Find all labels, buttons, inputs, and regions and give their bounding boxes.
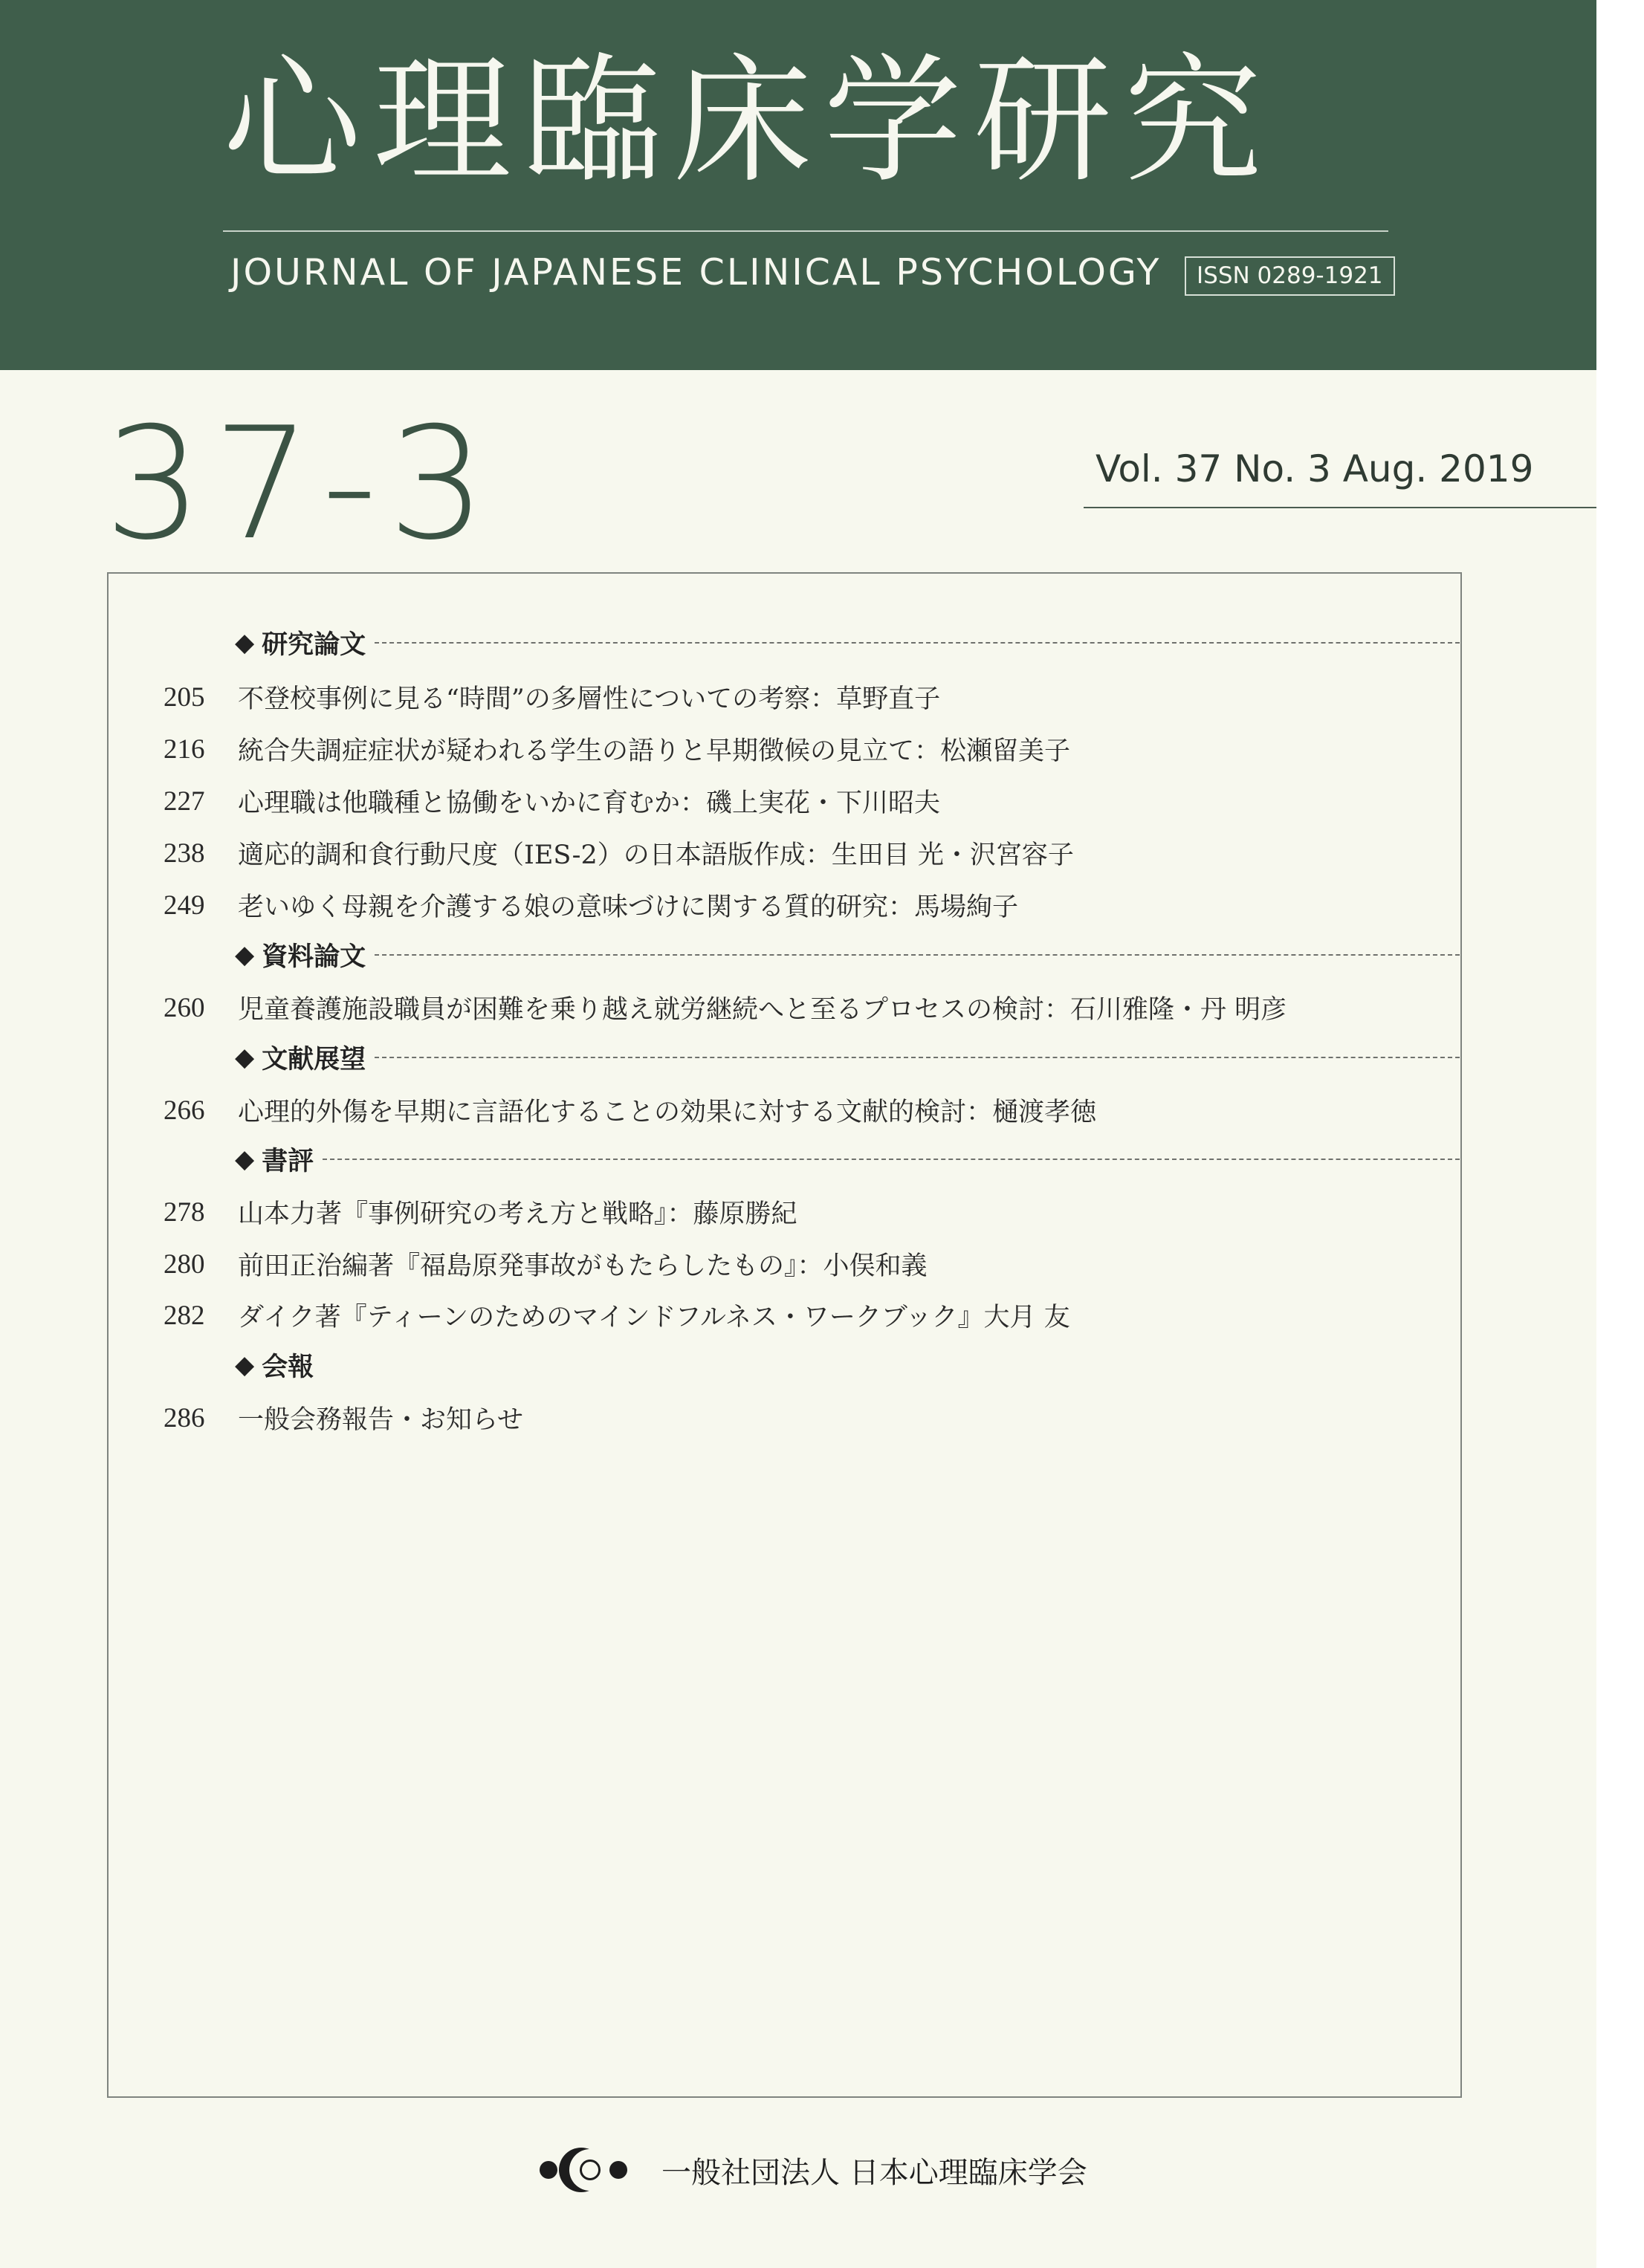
diamond-icon: ◆ — [235, 1350, 255, 1380]
dashed-rule — [323, 1159, 1460, 1160]
toc-section-book-review — [235, 1141, 1460, 1178]
dashed-rule — [375, 642, 1460, 644]
diamond-icon: ◆ — [235, 1144, 255, 1174]
toc-page-number: 278 — [164, 1196, 205, 1228]
toc-entry — [164, 988, 1457, 1028]
toc-entry — [164, 1398, 1457, 1438]
toc-page-number: 227 — [164, 785, 205, 817]
toc-page-number: 280 — [164, 1248, 205, 1280]
toc-section-bulletin — [235, 1347, 1460, 1384]
scan-edge — [1596, 0, 1644, 2268]
toc-section-label: 資料論文 — [262, 942, 366, 972]
journal-title-ja: 心理臨床学研究 — [223, 40, 1275, 201]
toc-entry — [164, 833, 1457, 873]
toc-entry-title: 老いゆく母親を介護する娘の意味づけに関する質的研究：馬場絢子 — [238, 892, 1019, 922]
toc-entry-title: 山本力著『事例研究の考え方と戦略』：藤原勝紀 — [238, 1199, 797, 1229]
diamond-icon: ◆ — [235, 940, 255, 970]
toc-section-data — [235, 936, 1460, 973]
toc-entry — [164, 1244, 1457, 1284]
issue-number: 37-3 — [104, 395, 497, 574]
toc-page-number: 282 — [164, 1300, 205, 1331]
toc-page-number: 216 — [164, 733, 205, 765]
toc-page-number: 266 — [164, 1095, 205, 1126]
diamond-icon: ◆ — [235, 628, 255, 658]
toc-section-research — [235, 624, 1460, 661]
toc-entry — [164, 781, 1457, 821]
toc-section-label: 書評 — [262, 1147, 314, 1176]
toc-entry-title: 心理職は他職種と協働をいかに育むか：磯上実花・下川昭夫 — [238, 788, 941, 818]
title-divider — [223, 230, 1388, 232]
toc-entry — [164, 885, 1457, 925]
toc-page-number: 205 — [164, 681, 205, 713]
toc-entry — [164, 729, 1457, 769]
toc-section-label: 文献展望 — [262, 1045, 366, 1075]
dashed-rule — [375, 954, 1460, 956]
toc-page-number: 238 — [164, 837, 205, 869]
volume-divider — [1084, 507, 1596, 508]
dashed-rule — [375, 1057, 1460, 1058]
toc-entry-title: 前田正治編著『福島原発事故がもたらしたもの』：小俣和義 — [238, 1251, 928, 1281]
toc-page-number: 249 — [164, 890, 205, 921]
toc-page-number: 286 — [164, 1402, 205, 1433]
publisher-footer — [540, 2148, 1087, 2192]
toc-entry-title: 児童養護施設職員が困難を乗り越え就労継続へと至るプロセスの検討：石川雅隆・丹 明彦 — [238, 995, 1287, 1025]
toc-section-review — [235, 1039, 1460, 1076]
toc-entry-title: ダイク著『ティーンのためのマインドフルネス・ワークブック』大月 友 — [238, 1303, 1070, 1332]
toc-page-number: 260 — [164, 992, 205, 1023]
society-logo-icon — [540, 2148, 656, 2192]
toc-entry-title: 適応的調和食行動尺度（IES-2）の日本語版作成：生田目 光・沢宮容子 — [238, 840, 1074, 870]
journal-title-en: JOURNAL OF JAPANESE CLINICAL PSYCHOLOGY — [230, 251, 1162, 294]
toc-entry — [164, 1192, 1457, 1232]
publisher-name: 一般社団法人 日本心理臨床学会 — [661, 2155, 1087, 2190]
toc-entry — [164, 1295, 1457, 1335]
toc-entry-title: 不登校事例に見る“時間”の多層性についての考察：草野直子 — [238, 684, 941, 714]
toc-entry — [164, 677, 1457, 717]
toc-entry-title: 統合失調症症状が疑われる学生の語りと早期徴候の見立て：松瀬留美子 — [238, 736, 1071, 766]
header-band — [0, 0, 1596, 370]
volume-line: Vol. 37 No. 3 Aug. 2019 — [1096, 447, 1534, 490]
toc-entry-title: 心理的外傷を早期に言語化することの効果に対する文献的検討：樋渡孝徳 — [238, 1098, 1097, 1127]
issn-badge: ISSN 0289-1921 — [1185, 256, 1395, 296]
toc-section-label: 会報 — [262, 1352, 314, 1382]
toc-entry — [164, 1090, 1457, 1130]
toc-section-label: 研究論文 — [262, 630, 366, 660]
diamond-icon: ◆ — [235, 1043, 255, 1072]
toc-entry-title: 一般会務報告・お知らせ — [238, 1405, 523, 1435]
